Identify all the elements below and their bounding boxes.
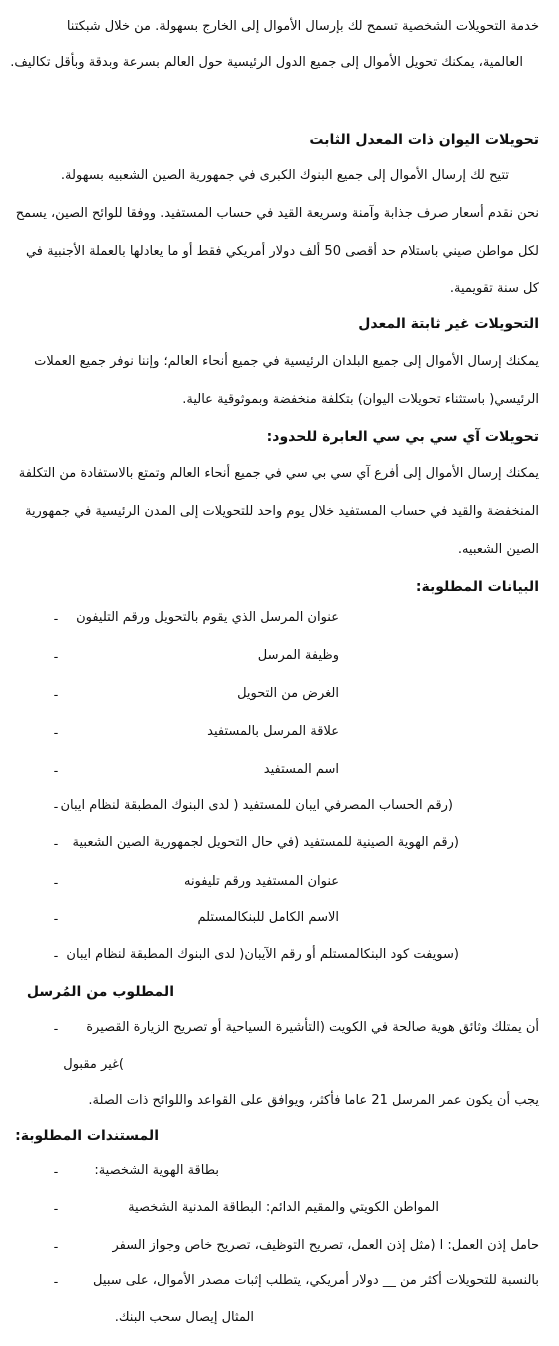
list-item: علاقة المرسل بالمستفيد — [207, 724, 339, 739]
sender-req-line-1: أن يمتلك وثائق هوية صالحة في الكويت (التأشيرة السياحية أو تصريح الزيارة القصيرة — [86, 1020, 539, 1035]
list-bullet: - — [53, 764, 59, 779]
variable-line-2: الرئيسي( باستثناء تحويلات اليوان) بتكلفة منخفضة وبموثوقية عالية. — [182, 392, 539, 407]
doc-citizen-line: المواطن الكويتي والمقيم الدائم: البطاقة المدنية الشخصية — [128, 1200, 439, 1215]
icbc-line-1: يمكنك إرسال الأموال إلى أفرع آي سي بي سي في جميع أنحاء العالم وتمتع بالاستفادة من التكلفة — [18, 466, 539, 481]
sender-req-line-2: )غير مقبول — [63, 1057, 124, 1072]
section-heading-documents: المستندات المطلوبة: — [15, 1128, 159, 1144]
yuan-line-1: تتيح لك إرسال الأموال إلى جميع البنوك الكبرى في جمهورية الصين الشعبيه بسهولة. — [60, 168, 509, 183]
list-item: (رقم الحساب المصرفي ايبان للمستفيد ( لدى البنوك المطبقة لنظام ايبان — [60, 798, 453, 813]
section-heading-variable: التحويلات غير ثابتة المعدل — [358, 316, 539, 332]
list-bullet: - — [53, 1022, 59, 1037]
list-item: اسم المستفيد — [263, 762, 339, 777]
intro-line-2: العالمية، يمكنك تحويل الأموال إلى جميع الدول الرئيسية حول العالم بسرعة وبدقة وبأقل تكاليف. — [10, 55, 523, 70]
icbc-line-3: الصين الشعبيه. — [457, 542, 539, 557]
list-bullet: - — [53, 949, 59, 964]
doc-work-permit-line: حامل إذن العمل: ا (مثل إذن العمل، تصريح التوظيف، تصريح خاص وجواز السفر — [112, 1238, 539, 1253]
list-bullet: - — [53, 912, 59, 927]
list-item: (سويفت كود البنكالمستلم أو رقم الآيبان( لدى البنوك المطبقة لنظام ايبان — [66, 947, 459, 962]
list-bullet: - — [53, 650, 59, 665]
list-bullet: - — [53, 726, 59, 741]
list-item: عنوان المستفيد ورقم تليفونه — [183, 874, 339, 889]
sender-age-note: يجب أن يكون عمر المرسل 21 عاما فأكثر، ويوافق على القواعد واللوائح ذات الصلة. — [88, 1093, 539, 1108]
yuan-line-3: لكل مواطن صيني باستلام حد أقصى 50 ألف دولار أمريكي فقط أو ما يعادلها بالعملة الأجنبية في — [25, 244, 539, 259]
doc-over-line-1: بالنسبة للتحويلات أكثر من __ دولار أمريكي، يتطلب إثبات مصدر الأموال، على سبيل — [93, 1273, 539, 1288]
variable-line-1: يمكنك إرسال الأموال إلى جميع البلدان الرئيسية في جميع أنحاء العالم؛ وإننا نوفر جميع العملات — [34, 354, 539, 369]
list-item: (رقم الهوية الصينية للمستفيد (في حال التحويل لجمهورية الصين الشعبية — [72, 835, 459, 850]
list-bullet: - — [53, 1240, 59, 1255]
list-item: عنوان المرسل الذي يقوم بالتحويل ورقم التليفون — [76, 610, 339, 625]
list-bullet: - — [53, 688, 59, 703]
yuan-line-4: كل سنة تقويمية. — [449, 281, 539, 296]
intro-line-1: خدمة التحويلات الشخصية تسمح لك بإرسال الأموال إلى الخارج بسهولة. من خلال شبكتنا — [66, 19, 539, 34]
list-bullet: - — [53, 876, 59, 891]
icbc-line-2: المنخفضة والقيد في حساب المستفيد خلال يوم واحد للتحويلات إلى المدن الرئيسية في جمهورية — [24, 504, 539, 519]
list-item: الغرض من التحويل — [237, 686, 339, 701]
list-bullet: - — [53, 837, 59, 852]
doc-id-line: بطاقة الهوية الشخصية: — [94, 1163, 219, 1178]
list-item: وظيفة المرسل — [257, 648, 339, 663]
section-heading-sender-requirements: المطلوب من المُرسل — [26, 984, 174, 1000]
list-bullet: - — [53, 800, 59, 815]
list-bullet: - — [53, 1275, 59, 1290]
section-heading-icbc: تحويلات آي سي بي سي العابرة للحدود: — [266, 429, 539, 445]
list-bullet: - — [53, 1202, 59, 1217]
section-heading-yuan-fixed: تحويلات اليوان ذات المعدل الثابت — [309, 132, 539, 148]
section-heading-required-data: البيانات المطلوبة: — [415, 579, 539, 595]
list-bullet: - — [53, 1165, 59, 1180]
yuan-line-2: نحن نقدم أسعار صرف جذابة وآمنة وسريعة القيد في حساب المستفيد. ووفقا للوائح الصين، يسمح — [15, 206, 539, 221]
list-item: الاسم الكامل للبنكالمستلم — [197, 910, 339, 925]
doc-over-line-2: المثال إيصال سحب البنك. — [114, 1310, 254, 1325]
list-bullet: - — [53, 612, 59, 627]
